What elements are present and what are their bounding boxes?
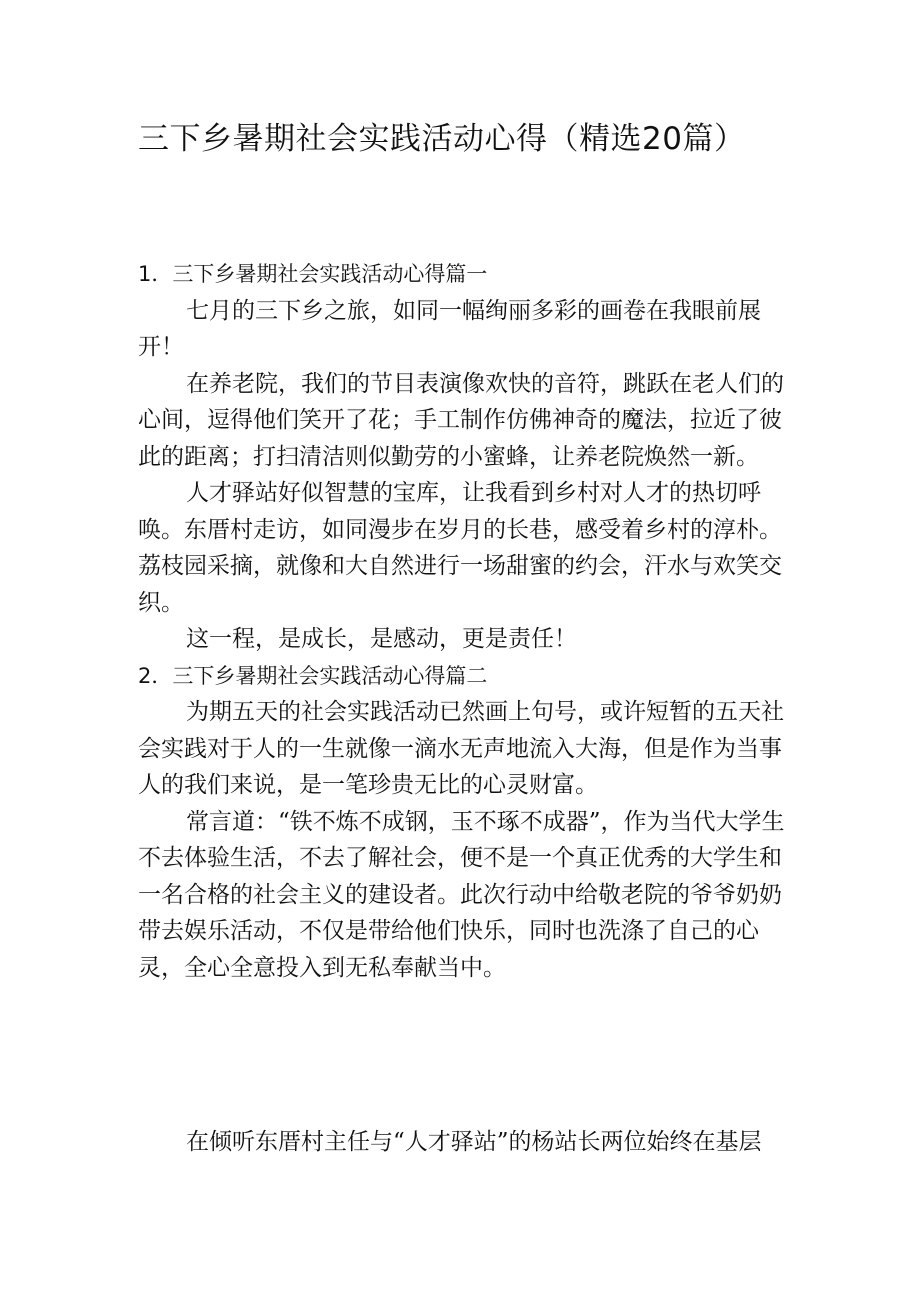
paragraph: 这一程，是成长，是感动，更是责任！ (186, 626, 577, 652)
document-body-continued (138, 1124, 788, 1161)
section-heading-1: 1．三下乡暑期社会实践活动心得篇一 (138, 262, 488, 286)
section-heading-2: 2．三下乡暑期社会实践活动心得篇二 (138, 663, 488, 688)
paragraph: 在养老院，我们的节目表演像欢快的音符，跳跃在老人们的心间，逗得他们笑开了花；手工制作仿佛神奇的魔法，拉近了彼此的距离；打扫清洁则似勤劳的小蜜蜂，让养老院焕然一新。 (138, 370, 784, 470)
document-title: 三下乡暑期社会实践活动心得（精选20篇） (138, 121, 746, 157)
paragraph: 常言道：“铁不炼不成钢，玉不琢不成器”，作为当代大学生不去体验生活，不去了解社会，便不是一个真正优秀的大学生和一名合格的社会主义的建设者。此次行动中给敬老院的爷爷奶奶带去娱乐活动，不仅是带给他们快乐，同时也洗涤了自己的心灵，全心全意投入到无私奉献当中。 (138, 808, 785, 981)
paragraph: 七月的三下乡之旅，如同一幅绚丽多彩的画卷在我眼前展开！ (138, 297, 761, 360)
paragraph: 为期五天的社会实践活动已然画上句号，或许短暂的五天社会实践对于人的一生就像一滴水无声地流入大海，但是作为当事人的我们来说，是一笔珍贵无比的心灵财富。 (138, 699, 784, 798)
paragraph: 在倾听东厝村主任与“人才驿站”的杨站长两位始终在基层 (186, 1129, 762, 1155)
document-body (138, 256, 788, 986)
paragraph: 人才驿站好似智慧的宝库，让我看到乡村对人才的热切呼唤。东厝村走访，如同漫步在岁月的长巷，感受着乡村的淳朴。荔枝园采摘，就像和大自然进行一场甜蜜的约会，汗水与欢笑交织。 (138, 480, 782, 616)
